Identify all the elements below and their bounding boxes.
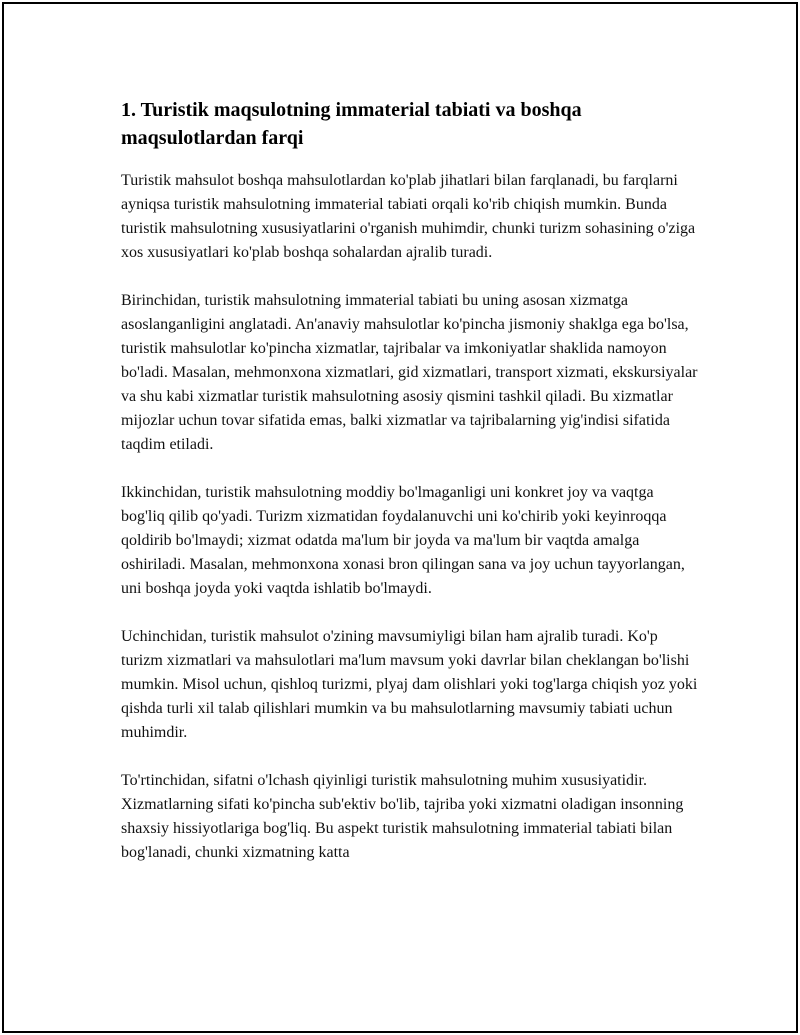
paragraph-first: Birinchidan, turistik mahsulotning immaterial tabiati bu uning asosan xizmatga asoslanganligini anglatadi. An'anaviy mahsulotlar ko'pincha jismoniy shaklga ega bo'lsa, turistik mahsulotlar ko'pincha xizmatlar, tajribalar va imkoniyatlar shaklida namoyon bo'ladi. Masalan, mehmonxona xizmatlari, gid xizmatlari, transport xizmati, ekskursiyalar va shu kabi xizmatlar turistik mahsulotning asosiy qismini tashkil qiladi. Bu xizmatlar mijozlar uchun tovar sifatida emas, balki xizmatlar va tajribalarning yig'indisi sifatida taqdim etiladi. (121, 292, 698, 453)
paragraph-fourth: To'rtinchidan, sifatni o'lchash qiyinligi turistik mahsulotning muhim xususiyatidir. Xizmatlarning sifati ko'pincha sub'ektiv bo'lib, tajriba yoki xizmatni oladigan insonning shaxsiy hissiyotlariga bog'liq. Bu aspekt turistik mahsulotning immaterial tabiati bilan bog'lanadi, chunki xizmatning katta (121, 772, 684, 861)
page-frame (2, 2, 798, 1033)
document-body (121, 96, 701, 889)
paragraph-third: Uchinchidan, turistik mahsulot o'zining mavsumiyligi bilan ham ajralib turadi. Ko'p turizm xizmatlari va mahsulotlari ma'lum mavsum yoki davrlar bilan cheklangan bo'lishi mumkin. Misol uchun, qishloq turizmi, plyaj dam olishlari yoki tog'larga chiqish yoz yoki qishda turli xil talab qilishlari mumkin va bu mahsulotlarning mavsumiy tabiati uchun muhimdir. (121, 628, 698, 741)
paragraph-intro: Turistik mahsulot boshqa mahsulotlardan ko'plab jihatlari bilan farqlanadi, bu farqlarni ayniqsa turistik mahsulotning immaterial tabiati orqali ko'rib chiqish mumkin. Bunda turistik mahsulotning xususiyatlarini o'rganish muhimdir, chunki turizm sohasining o'ziga xos xususiyatlari ko'plab boshqa sohalardan ajralib turadi. (121, 172, 696, 261)
paragraph-second: Ikkinchidan, turistik mahsulotning moddiy bo'lmaganligi uni konkret joy va vaqtga bog'liq qilib qo'yadi. Turizm xizmatidan foydalanuvchi uni ko'chirib yoki keyinroqqa qoldirib bo'lmaydi; xizmat odatda ma'lum bir joyda va ma'lum bir vaqtda amalga oshiriladi. Masalan, mehmonxona xonasi bron qilingan sana va joy uchun tayyorlangan, uni boshqa joyda yoki vaqtda ishlatib bo'lmaydi. (121, 484, 685, 597)
section-heading: 1. Turistik maqsulotning immaterial tabiati va boshqa maqsulotlardan farqi (121, 99, 582, 149)
